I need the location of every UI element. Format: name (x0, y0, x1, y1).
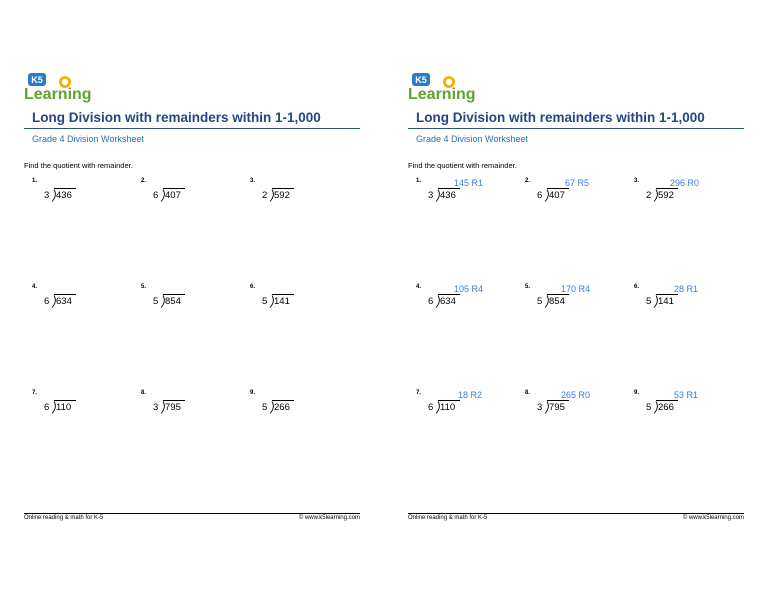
dividend-value: 854 (549, 296, 565, 307)
divisor-value: 6 (537, 190, 543, 201)
divisor-value: 2 (646, 190, 652, 201)
division-problem (250, 178, 350, 218)
division-overline (54, 294, 76, 295)
division-overline (438, 188, 460, 189)
division-overline (547, 294, 569, 295)
division-problem (525, 178, 625, 218)
problem-number: 3. (250, 178, 256, 184)
dividend-value: 592 (274, 190, 290, 201)
problem-number: 6. (634, 284, 640, 290)
problem-number: 1. (32, 178, 38, 184)
divisor-value: 5 (646, 402, 652, 413)
dividend-value: 795 (549, 402, 565, 413)
footer-right-text: © www.k5learning.com (682, 515, 744, 521)
divisor-value: 5 (537, 296, 543, 307)
answer-text: 53 R1 (674, 390, 699, 400)
division-problem (416, 178, 516, 218)
division-overline (656, 400, 678, 401)
problem-number: 3. (634, 178, 640, 184)
logo-badge-text: K5 (415, 75, 427, 85)
answer-key-page (408, 0, 744, 594)
division-overline (438, 294, 460, 295)
divisor-value: 5 (646, 296, 652, 307)
division-problem (525, 284, 625, 324)
answer-text: 296 R0 (670, 178, 700, 188)
division-problem (141, 284, 241, 324)
problem-number: 9. (250, 390, 256, 396)
division-problem (32, 178, 132, 218)
dividend-value: 266 (658, 402, 674, 413)
problem-number: 5. (141, 284, 147, 290)
division-overline (163, 400, 185, 401)
divisor-value: 3 (428, 190, 434, 201)
k5-logo (24, 72, 104, 104)
answer-text: 145 R1 (454, 178, 484, 188)
dividend-value: 436 (56, 190, 72, 201)
division-overline (272, 400, 294, 401)
division-overline (163, 188, 185, 189)
problem-number: 8. (525, 390, 531, 396)
problem-number: 2. (141, 178, 147, 184)
footer-divider (408, 513, 744, 514)
divisor-value: 6 (44, 402, 50, 413)
logo-word-text: Learning (408, 86, 476, 103)
answer-text: 105 R4 (454, 284, 484, 294)
divisor-value: 5 (262, 402, 268, 413)
worksheet-page (24, 0, 360, 594)
answer-text: 67 R5 (565, 178, 590, 188)
answer-text: 170 R4 (561, 284, 591, 294)
dividend-value: 634 (440, 296, 456, 307)
divisor-value: 3 (44, 190, 50, 201)
division-problem (634, 390, 734, 430)
footer-right-text: © www.k5learning.com (298, 515, 360, 521)
division-problem (416, 284, 516, 324)
division-problem (141, 390, 241, 430)
answer-text: 28 R1 (674, 284, 699, 294)
dividend-value: 634 (56, 296, 72, 307)
division-overline (272, 188, 294, 189)
title-divider (24, 128, 360, 129)
division-overline (656, 294, 678, 295)
footer-left-text: Online reading & math for K-5 (408, 515, 488, 521)
problem-number: 8. (141, 390, 147, 396)
division-problem (250, 284, 350, 324)
answer-text: 18 R2 (458, 390, 483, 400)
dividend-value: 141 (658, 296, 674, 307)
instructions-text: Find the quotient with remainder. (24, 161, 133, 170)
dividend-value: 407 (165, 190, 181, 201)
division-overline (547, 400, 569, 401)
divisor-value: 6 (153, 190, 159, 201)
k5-logo (408, 72, 488, 104)
problem-number: 1. (416, 178, 422, 184)
problem-number: 2. (525, 178, 531, 184)
worksheet-subtitle: Grade 4 Division Worksheet (416, 134, 528, 144)
title-divider (408, 128, 744, 129)
divisor-value: 6 (44, 296, 50, 307)
division-problem (634, 178, 734, 218)
answer-text: 265 R0 (561, 390, 591, 400)
dividend-value: 795 (165, 402, 181, 413)
division-overline (438, 400, 460, 401)
problem-number: 6. (250, 284, 256, 290)
worksheet-subtitle: Grade 4 Division Worksheet (32, 134, 144, 144)
divisor-value: 6 (428, 402, 434, 413)
divisor-value: 3 (153, 402, 159, 413)
logo-badge-text: K5 (31, 75, 43, 85)
problem-number: 4. (32, 284, 38, 290)
problem-number: 9. (634, 390, 640, 396)
divisor-value: 2 (262, 190, 268, 201)
division-problem (32, 390, 132, 430)
division-problem (416, 390, 516, 430)
footer-divider (24, 513, 360, 514)
problem-number: 7. (32, 390, 38, 396)
division-overline (54, 188, 76, 189)
dividend-value: 436 (440, 190, 456, 201)
divisor-value: 3 (537, 402, 543, 413)
dividend-value: 854 (165, 296, 181, 307)
division-problem (634, 284, 734, 324)
dividend-value: 141 (274, 296, 290, 307)
divisor-value: 5 (262, 296, 268, 307)
division-problem (525, 390, 625, 430)
worksheet-title: Long Division with remainders within 1-1,000 (416, 110, 705, 125)
division-overline (272, 294, 294, 295)
division-overline (547, 188, 569, 189)
division-problem (250, 390, 350, 430)
footer-left-text: Online reading & math for K-5 (24, 515, 104, 521)
problem-number: 4. (416, 284, 422, 290)
dividend-value: 592 (658, 190, 674, 201)
division-overline (656, 188, 678, 189)
problem-number: 7. (416, 390, 422, 396)
division-overline (163, 294, 185, 295)
dividend-value: 110 (440, 402, 456, 413)
division-problem (32, 284, 132, 324)
worksheet-title: Long Division with remainders within 1-1,000 (32, 110, 321, 125)
division-problem (141, 178, 241, 218)
problem-number: 5. (525, 284, 531, 290)
dividend-value: 110 (56, 402, 72, 413)
divisor-value: 6 (428, 296, 434, 307)
instructions-text: Find the quotient with remainder. (408, 161, 517, 170)
division-overline (54, 400, 76, 401)
divisor-value: 5 (153, 296, 159, 307)
dividend-value: 407 (549, 190, 565, 201)
dividend-value: 266 (274, 402, 290, 413)
logo-word-text: Learning (24, 86, 92, 103)
